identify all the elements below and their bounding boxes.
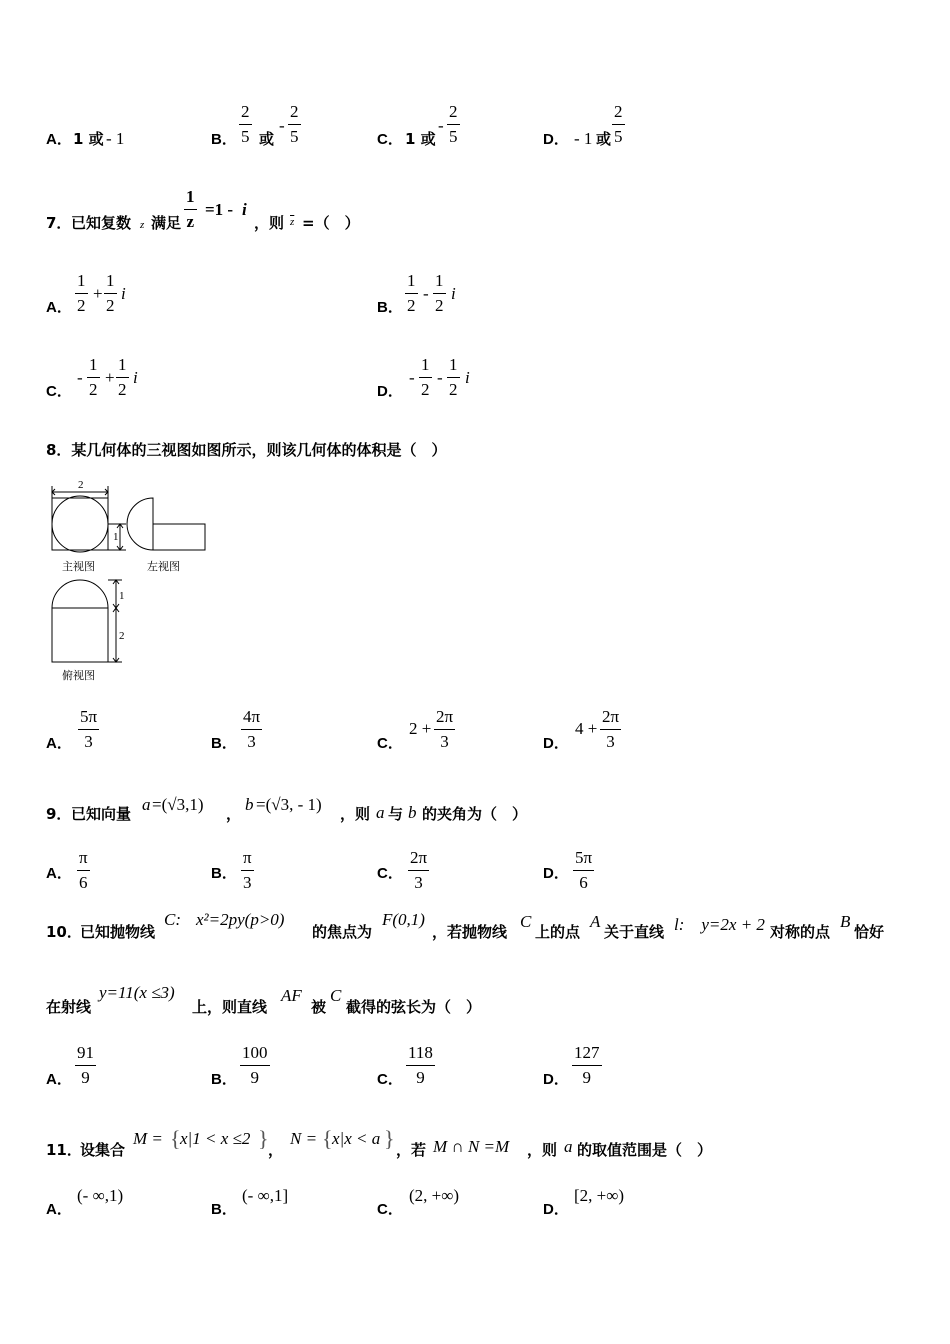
q9-option-c-label: C． [377,865,403,882]
q11-option-d-value: [2, +∞) [574,1186,625,1205]
q10-text-7: 恰好 [854,923,885,941]
q7-var-z: z [140,219,145,231]
q7-option-b-label: B． [377,299,403,316]
q8-option-d-frac: 2π 3 [602,707,620,751]
q11-number: 11． [46,1141,82,1159]
q11-option-a-label: A． [46,1201,72,1218]
q8-option-d-label: D． [543,735,569,752]
q6-option-c-frac: 2 5 [449,102,458,146]
q7-option-a-frac1: 1 2 [77,271,86,315]
q9-text-3: 与 [388,805,404,823]
q8-option-b-label: B． [211,735,237,752]
q10-option-b-label: B． [211,1071,237,1088]
top-view-label: 俯视图 [62,669,95,682]
dim-2-label: 2 [119,630,125,642]
q6-option-d-frac: 2 5 [614,102,623,146]
dim-top-label: 2 [78,479,84,491]
q11-option-b-label: B． [211,1201,237,1218]
q10-option-c-frac: 118 9 [408,1043,433,1087]
q7-option-a-frac2: 1 2 [106,271,115,315]
q7-option-b-op: - [423,284,429,303]
q10-option-a-frac: 91 9 [77,1043,94,1087]
q7-option-b-i: i [451,284,456,303]
q10-point-a: A [590,912,601,931]
q9-option-d-label: D． [543,865,569,882]
q10-text-11: 截得的弦长为（ ） [346,998,482,1016]
q6-option-d-or: 或 [596,130,612,148]
top-view [52,580,122,662]
q9-text-4: 的夹角为（ ） [422,805,528,823]
q6-option-b-label: B． [211,131,237,148]
q6-option-d-label: D． [543,131,569,148]
q10-text-3: ，若抛物线 [432,923,508,941]
q11-m: M = [133,1129,163,1148]
front-view-label: 主视图 [62,560,95,573]
q6-option-c-text: 1 或 [405,130,436,148]
q7-option-a-label: A． [46,299,72,316]
q10-text-9: 上，则直线 [192,998,268,1016]
q10-option-b-frac: 100 9 [242,1043,268,1087]
q11-option-b-value: (- ∞,1] [242,1186,289,1205]
q6-option-a-label: A． [46,131,72,148]
q8-option-c-frac: 2π 3 [436,707,454,751]
q10-text-6: 对称的点 [770,923,831,941]
q7-option-d-frac2: 1 2 [449,355,458,399]
q9-vec-b-value: =(√3, - 1) [256,795,322,814]
q8-option-a-frac: 5π 3 [80,707,98,751]
q9-option-c-frac: 2π 3 [410,848,428,892]
q10-focus: F(0,1) [382,910,425,929]
q10-text-10: 被 [311,998,327,1016]
q6-option-b-or: 或 [259,130,275,148]
q11-set-n: x|x < a [332,1129,381,1148]
q10-number: 10． [46,923,82,941]
q7-option-d-label: D． [377,383,403,400]
q11-text-1: 设集合 [80,1141,126,1159]
q9-b: b [408,803,417,822]
q10-line: l: y=2x + 2 [674,915,765,934]
q11-option-a-value: (- ∞,1) [77,1186,124,1205]
q11-brace-right: } [258,1126,269,1151]
q7-option-d-lead: - [409,368,415,387]
q11-condition: M ∩ N =M [433,1137,510,1156]
q10-text-1: 已知抛物线 [80,923,156,941]
q7-option-a-i: i [121,284,126,303]
q9-option-b-frac: π 3 [243,848,252,892]
q9-a: a [376,803,385,822]
q7-option-c-op: + [105,368,115,387]
q7-number: 7． [46,214,72,232]
q10-parabola: x²=2py(p>0) [196,910,285,929]
three-view-figure [40,478,220,688]
q7-i: i [242,200,247,219]
q10-point-b: B [840,912,851,931]
q9-option-a-label: A． [46,865,72,882]
q7-text-3: ，则 [254,214,285,232]
q9-option-d-frac: 5π 6 [575,848,593,892]
q11-text-2: ，若 [396,1141,427,1159]
q9-text-2: ，则 [340,805,371,823]
q10-option-c-label: C． [377,1071,403,1088]
q6-option-c-label: C． [377,131,403,148]
q7-option-c-frac1: 1 2 [89,355,98,399]
q7-option-b-frac2: 1 2 [435,271,444,315]
q7-text-1: 已知复数 [71,214,132,232]
q7-option-c-frac2: 1 2 [118,355,127,399]
q7-text-2: 满足 [151,214,182,232]
q10-c2: C [520,912,532,931]
q10-text-4: 上的点 [535,923,581,941]
q8-option-b-frac: 4π 3 [243,707,261,751]
q7-option-b-frac1: 1 2 [407,271,416,315]
left-view [127,498,205,550]
q8-option-c-label: C． [377,735,403,752]
dim-side-label: 1 [113,531,119,543]
q10-af: AF [281,986,302,1005]
q7-option-d-frac1: 1 2 [421,355,430,399]
q10-ray: y=11(x ≤3) [99,983,175,1002]
q11-text-4: 的取值范围是（ ） [577,1141,713,1159]
q11-comma: ， [268,1141,284,1159]
q11-option-c-label: C． [377,1201,403,1218]
q9-vec-a: a [142,795,151,814]
q8-option-a-label: A． [46,735,72,752]
q8-option-d-pre: 4 + [575,719,598,738]
q6-option-c-neg: - [438,116,444,135]
q11-option-d-label: D． [543,1201,569,1218]
q6-option-a-value: - 1 [106,129,125,148]
q10-c1: C: [164,910,181,929]
q6-option-b-neg: - [279,116,285,135]
q6-option-d-neg: - 1 [574,129,593,148]
q7-option-c-i: i [133,368,138,387]
q7-option-c-label: C． [46,383,72,400]
q11-a: a [564,1137,573,1156]
q11-brace-right-n: } [384,1126,395,1151]
q7-option-d-i: i [465,368,470,387]
q7-frac-1-over-z: 1 z [186,187,195,231]
q10-text-5: 关于直线 [604,923,665,941]
q11-option-c-value: (2, +∞) [409,1186,460,1205]
q10-text-8: 在射线 [46,998,92,1016]
q10-text-2: 的焦点为 [312,923,373,941]
q9-vec-a-value: =(√3,1) [152,795,204,814]
q11-text-3: ，则 [527,1141,558,1159]
q9-number: 9． [46,805,72,823]
q10-option-d-frac: 127 9 [574,1043,600,1087]
q9-vec-b: b [245,795,254,814]
q7-text-4: =（ ） [302,214,360,232]
q10-option-d-label: D． [543,1071,569,1088]
q7-option-c-lead: - [77,368,83,387]
q11-brace-left-n: { [322,1126,333,1151]
q7-option-a-op: + [93,284,103,303]
left-view-label: 左视图 [147,560,180,573]
q6-option-b-frac1: 2 5 [241,102,250,146]
dim-1-label: 1 [119,590,125,602]
q9-option-b-label: B． [211,865,237,882]
q8-stem: 8．某几何体的三视图如图所示，则该几何体的体积是（ ） [46,441,447,459]
q6-option-b-frac2: 2 5 [290,102,299,146]
q7-option-d-op: - [437,368,443,387]
q9-text-1: 已知向量 [71,805,132,823]
q8-option-c-pre: 2 + [409,719,432,738]
q11-set-m: x|1 < x ≤2 [180,1129,251,1148]
q11-brace-left: { [170,1126,181,1151]
q10-c3: C [330,986,342,1005]
q9-option-a-frac: π 6 [79,848,88,892]
q7-eq: =1 - [205,200,234,219]
q10-option-a-label: A． [46,1071,72,1088]
q9-comma: ， [226,805,242,823]
q7-zbar: $\overline{z}$ [290,216,295,228]
q11-n: N = [290,1129,318,1148]
q6-option-a-text: 1 或 [73,130,104,148]
